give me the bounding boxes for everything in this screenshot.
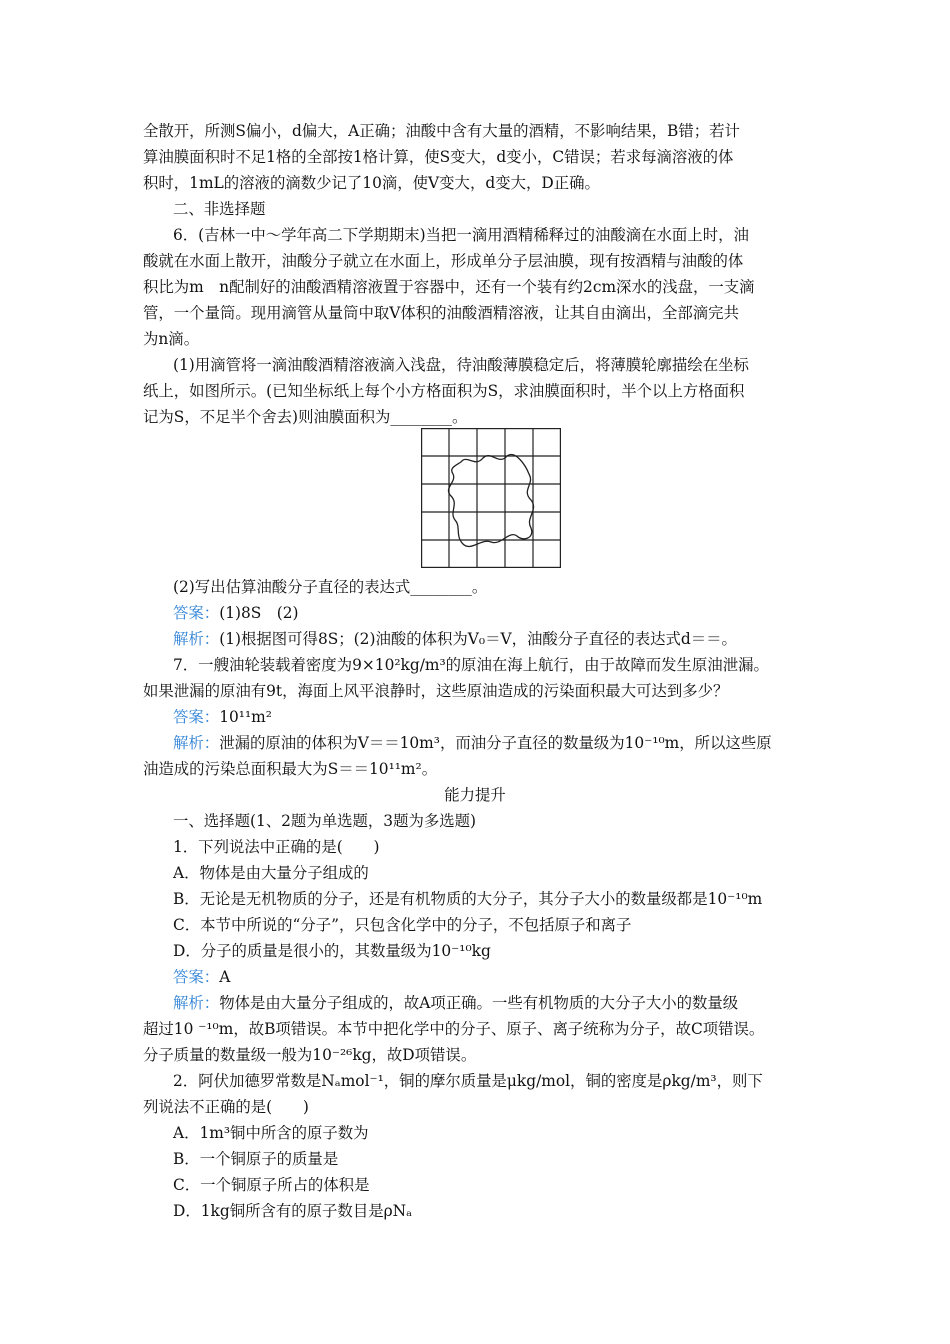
text-line: 全散开，所测S偏小，d偏大，A正确；油酸中含有大量的酒精，不影响结果，B错；若计	[143, 122, 740, 140]
analysis-label: 解析：	[173, 630, 220, 648]
option-a: A．1m³铜中所含的原子数为	[173, 1124, 369, 1142]
text-line: 纸上，如图所示。(已知坐标纸上每个小方格面积为S，求油膜面积时，半个以上方格面积	[143, 382, 745, 400]
analysis-line	[173, 626, 737, 652]
option-b: B．一个铜原子的质量是	[173, 1150, 339, 1168]
text-line: 积时，1mL的溶液的滴数少记了10滴，使V变大，d变大，D正确。	[143, 174, 600, 192]
grid-lines	[421, 428, 561, 568]
question-6: 6．(吉林一中～学年高二下学期期末)当把一滴用酒精稀释过的油酸滴在水面上时，油	[173, 226, 749, 244]
option-d: D．1kg铜所含有的原子数目是ρNₐ	[173, 1202, 413, 1220]
answer-text: 10¹¹m²	[219, 708, 272, 726]
option-d: D．分子的质量是很小的，其数量级为10⁻¹⁰kg	[173, 942, 491, 960]
answer-line	[173, 704, 272, 730]
analysis-text: 泄漏的原油的体积为V＝＝10m³，而油分子直径的数量级为10⁻¹⁰m，所以这些原	[219, 734, 772, 752]
text-line: 记为S，不足半个舍去)则油膜面积为________。	[143, 408, 468, 426]
option-b: B．无论是无机物质的分子，还是有机物质的大分子，其分子大小的数量级都是10⁻¹⁰m	[173, 890, 763, 908]
text-line: 酸就在水面上散开，油酸分子就立在水面上，形成单分子层油膜，现有按酒精与油酸的体	[143, 252, 744, 270]
analysis-text: 物体是由大量分子组成的，故A项正确。一些有机物质的大分子大小的数量级	[219, 994, 739, 1012]
answer-text: (1)8S (2)	[219, 604, 299, 622]
text-line: 超过10 ⁻¹⁰m，故B项错误。本节中把化学中的分子、原子、离子统称为分子，故C项错误。	[143, 1020, 765, 1038]
text-line: 分子质量的数量级一般为10⁻²⁶kg，故D项错误。	[143, 1046, 477, 1064]
oil-film-grid-figure	[421, 428, 561, 568]
text-line: (2)写出估算油酸分子直径的表达式________。	[173, 578, 488, 596]
section-title: 能力提升	[444, 786, 506, 804]
answer-text: A	[219, 968, 231, 986]
analysis-text: (1)根据图可得8S；(2)油酸的体积为V₀＝V，油酸分子直径的表达式d＝＝。	[219, 630, 737, 648]
answer-label: 答案：	[173, 968, 220, 986]
text-line: 积比为m n配制好的油酸酒精溶液置于容器中，还有一个装有约2cm深水的浅盘，一支滴	[143, 278, 755, 296]
answer-line	[173, 964, 230, 990]
text-line: 管，一个量筒。现用滴管从量筒中取V体积的油酸酒精溶液，让其自由滴出，全部滴完共	[143, 304, 739, 322]
answer-label: 答案：	[173, 708, 220, 726]
option-c: C．本节中所说的“分子”，只包含化学中的分子，不包括原子和离子	[173, 916, 632, 934]
section-heading: 二、非选择题	[173, 200, 266, 218]
text-line: 为n滴。	[143, 330, 200, 348]
text-line: 列说法不正确的是( )	[143, 1098, 309, 1116]
question-7: 7．一艘油轮装载着密度为9×10²kg/m³的原油在海上航行，由于故障而发生原油泄漏。	[173, 656, 769, 674]
option-a: A．物体是由大量分子组成的	[173, 864, 369, 882]
analysis-label: 解析：	[173, 734, 220, 752]
answer-label: 答案：	[173, 604, 220, 622]
question-2: 2．阿伏加德罗常数是Nₐmol⁻¹，铜的摩尔质量是μkg/mol，铜的密度是ρkg/m³，则下	[173, 1072, 763, 1090]
analysis-line	[173, 990, 738, 1016]
analysis-line	[173, 730, 772, 756]
section-heading: 一、选择题(1、2题为单选题，3题为多选题)	[173, 812, 477, 830]
question-1: 1．下列说法中正确的是( )	[173, 838, 380, 856]
analysis-label: 解析：	[173, 994, 220, 1012]
option-c: C．一个铜原子所占的体积是	[173, 1176, 370, 1194]
answer-line	[173, 600, 299, 626]
oil-film-outline	[448, 455, 533, 547]
text-line: 算油膜面积时不足1格的全部按1格计算，使S变大，d变小，C错误；若求每滴溶液的体	[143, 148, 734, 166]
text-line: 油造成的污染总面积最大为S＝＝10¹¹m²。	[143, 760, 438, 778]
text-line: 如果泄漏的原油有9t，海面上风平浪静时，这些原油造成的污染面积最大可达到多少？	[143, 682, 729, 700]
text-line: (1)用滴管将一滴油酸酒精溶液滴入浅盘，待油酸薄膜稳定后，将薄膜轮廓描绘在坐标	[173, 356, 749, 374]
